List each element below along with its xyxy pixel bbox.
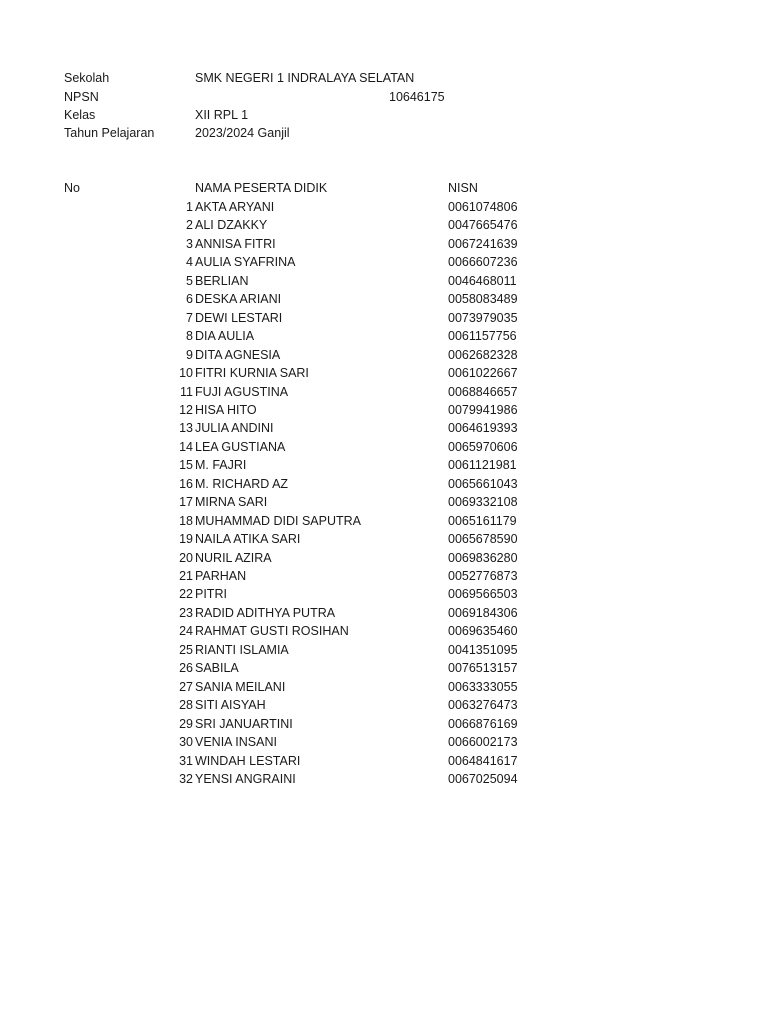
row-number-cell [150, 585, 193, 603]
row-number-cell [150, 493, 193, 511]
student-nisn: 0058083489 [448, 292, 518, 307]
student-name: VENIA INSANI [195, 735, 277, 750]
row-number-cell [150, 235, 193, 253]
row-number: 9 [186, 347, 193, 362]
row-number-cell [150, 401, 193, 419]
npsn-label: NPSN [64, 90, 99, 104]
student-nisn: 0052776873 [448, 569, 518, 583]
student-nisn: 0066002173 [448, 735, 518, 750]
student-nisn: 0065678590 [448, 532, 518, 547]
student-name: SITI AISYAH [195, 698, 266, 713]
row-number: 13 [179, 421, 193, 436]
student-name: WINDAH LESTARI [195, 753, 301, 768]
student-nisn: 0069635460 [448, 624, 518, 639]
student-nisn: 0067025094 [448, 771, 518, 786]
student-nisn: 0076513157 [448, 661, 518, 676]
tahun-label: Tahun Pelajaran [64, 126, 155, 140]
student-nisn: 0047665476 [448, 218, 518, 233]
row-number: 22 [179, 587, 193, 602]
student-nisn: 0069184306 [448, 605, 518, 620]
sekolah-label: Sekolah [64, 71, 110, 85]
row-number: 19 [179, 532, 193, 547]
row-number: 28 [179, 698, 193, 713]
student-nisn: 0065661043 [448, 476, 518, 491]
row-number: 30 [179, 735, 193, 750]
student-name: BERLIAN [195, 273, 249, 288]
student-nisn: 0061157756 [448, 329, 517, 344]
row-number-cell [150, 641, 193, 659]
row-number: 14 [179, 439, 193, 454]
student-nisn: 0067241639 [448, 236, 518, 251]
row-number: 15 [179, 458, 193, 473]
row-number: 18 [179, 513, 193, 528]
row-number: 5 [186, 273, 193, 288]
row-number: 11 [180, 384, 193, 399]
student-name: MUHAMMAD DIDI SAPUTRA [195, 513, 361, 528]
student-nisn: 0068846657 [448, 384, 518, 399]
student-nisn: 0046468011 [448, 273, 517, 288]
row-number-cell [150, 715, 193, 733]
row-number-cell [150, 733, 193, 751]
row-number-cell [150, 549, 193, 567]
student-name: M. FAJRI [195, 458, 247, 473]
row-number-cell [150, 567, 193, 585]
row-number-cell [150, 309, 193, 327]
student-name: PARHAN [195, 569, 247, 583]
student-nisn: 0061022667 [448, 366, 518, 381]
student-nisn: 0061121981 [448, 458, 517, 473]
row-number-cell [150, 383, 193, 401]
row-number-cell [150, 198, 193, 216]
row-number: 25 [179, 642, 193, 657]
row-number-cell [150, 456, 193, 474]
student-name: MIRNA SARI [195, 495, 268, 510]
row-number: 24 [179, 624, 193, 639]
student-name: LEA GUSTIANA [195, 439, 286, 454]
row-number: 32 [179, 771, 193, 786]
row-number-cell [150, 253, 193, 271]
student-nisn: 0065161179 [448, 513, 517, 528]
row-number: 8 [186, 329, 193, 344]
row-number-cell [150, 346, 193, 364]
student-name: NURIL AZIRA [195, 550, 272, 565]
student-nisn: 0066607236 [448, 255, 518, 270]
tahun-value: 2023/2024 Ganjil [195, 126, 290, 140]
kelas-value: XII RPL 1 [195, 108, 249, 122]
row-number-cell [150, 272, 193, 290]
student-name: SANIA MEILANI [195, 679, 286, 694]
student-name: ALI DZAKKY [195, 218, 268, 233]
row-number: 7 [186, 310, 193, 325]
header-nisn: NISN [448, 181, 478, 195]
row-number: 29 [179, 716, 193, 731]
row-number: 31 [179, 753, 193, 768]
student-name: DESKA ARIANI [195, 292, 282, 307]
student-name: NAILA ATIKA SARI [195, 532, 301, 547]
student-nisn: 0069566503 [448, 587, 518, 602]
row-number: 17 [179, 495, 193, 510]
row-number-cell [150, 678, 193, 696]
student-name: HISA HITO [195, 402, 257, 417]
row-number: 10 [179, 366, 193, 381]
row-number-cell [150, 364, 193, 382]
row-number-cell [150, 622, 193, 640]
row-number-cell [150, 770, 193, 788]
student-name: RAHMAT GUSTI ROSIHAN [195, 624, 349, 639]
header-no: No [64, 181, 80, 195]
student-name: RADID ADITHYA PUTRA [195, 605, 336, 620]
row-number: 21 [179, 569, 193, 583]
row-number-cell [150, 530, 193, 548]
student-nisn: 0079941986 [448, 402, 518, 417]
student-name: DITA AGNESIA [195, 347, 281, 362]
header-name: NAMA PESERTA DIDIK [195, 181, 328, 195]
row-number-cell [150, 438, 193, 456]
row-number: 26 [179, 661, 193, 676]
student-nisn: 0069836280 [448, 550, 518, 565]
student-name: DIA AULIA [195, 329, 255, 344]
row-number-cell [150, 696, 193, 714]
student-name: JULIA ANDINI [195, 421, 274, 436]
student-name: AKTA ARYANI [195, 200, 275, 214]
student-nisn: 0063276473 [448, 698, 518, 713]
student-name: SRI JANUARTINI [195, 716, 293, 731]
row-number: 23 [179, 605, 193, 620]
student-name: M. RICHARD AZ [195, 476, 289, 491]
student-nisn: 0065970606 [448, 439, 518, 454]
row-number: 3 [186, 236, 193, 251]
row-number: 1 [186, 200, 193, 214]
row-number-cell [150, 512, 193, 530]
row-number: 12 [179, 402, 193, 417]
student-nisn: 0069332108 [448, 495, 518, 510]
row-number-cell [150, 327, 193, 345]
row-number-cell [150, 290, 193, 308]
student-name: ANNISA FITRI [195, 236, 276, 251]
sekolah-value: SMK NEGERI 1 INDRALAYA SELATAN [195, 71, 415, 85]
row-number: 27 [179, 679, 193, 694]
student-nisn: 0041351095 [448, 642, 518, 657]
row-number: 4 [186, 255, 193, 270]
npsn-value: 10646175 [389, 90, 445, 104]
student-name: AULIA SYAFRINA [195, 255, 296, 270]
student-name: PITRI [195, 587, 227, 602]
row-number-cell [150, 419, 193, 437]
kelas-label: Kelas [64, 108, 96, 122]
row-number: 16 [179, 476, 193, 491]
student-nisn: 0061074806 [448, 200, 518, 214]
student-name: RIANTI ISLAMIA [195, 642, 289, 657]
row-number-cell [150, 752, 193, 770]
student-nisn: 0062682328 [448, 347, 518, 362]
row-number-cell [150, 475, 193, 493]
student-nisn: 0066876169 [448, 716, 518, 731]
row-number-cell [150, 216, 193, 234]
student-nisn: 0073979035 [448, 310, 518, 325]
student-nisn: 0064841617 [448, 753, 518, 768]
row-number-cell [150, 604, 193, 622]
row-number-cell [150, 659, 193, 677]
student-name: FUJI AGUSTINA [195, 384, 289, 399]
row-number: 6 [186, 292, 193, 307]
student-name: SABILA [195, 661, 239, 676]
student-name: DEWI LESTARI [195, 310, 283, 325]
row-number: 2 [186, 218, 193, 233]
student-nisn: 0063333055 [448, 679, 518, 694]
row-number: 20 [179, 550, 193, 565]
student-name: FITRI KURNIA SARI [195, 366, 309, 381]
student-name: YENSI ANGRAINI [195, 771, 296, 786]
student-nisn: 0064619393 [448, 421, 518, 436]
